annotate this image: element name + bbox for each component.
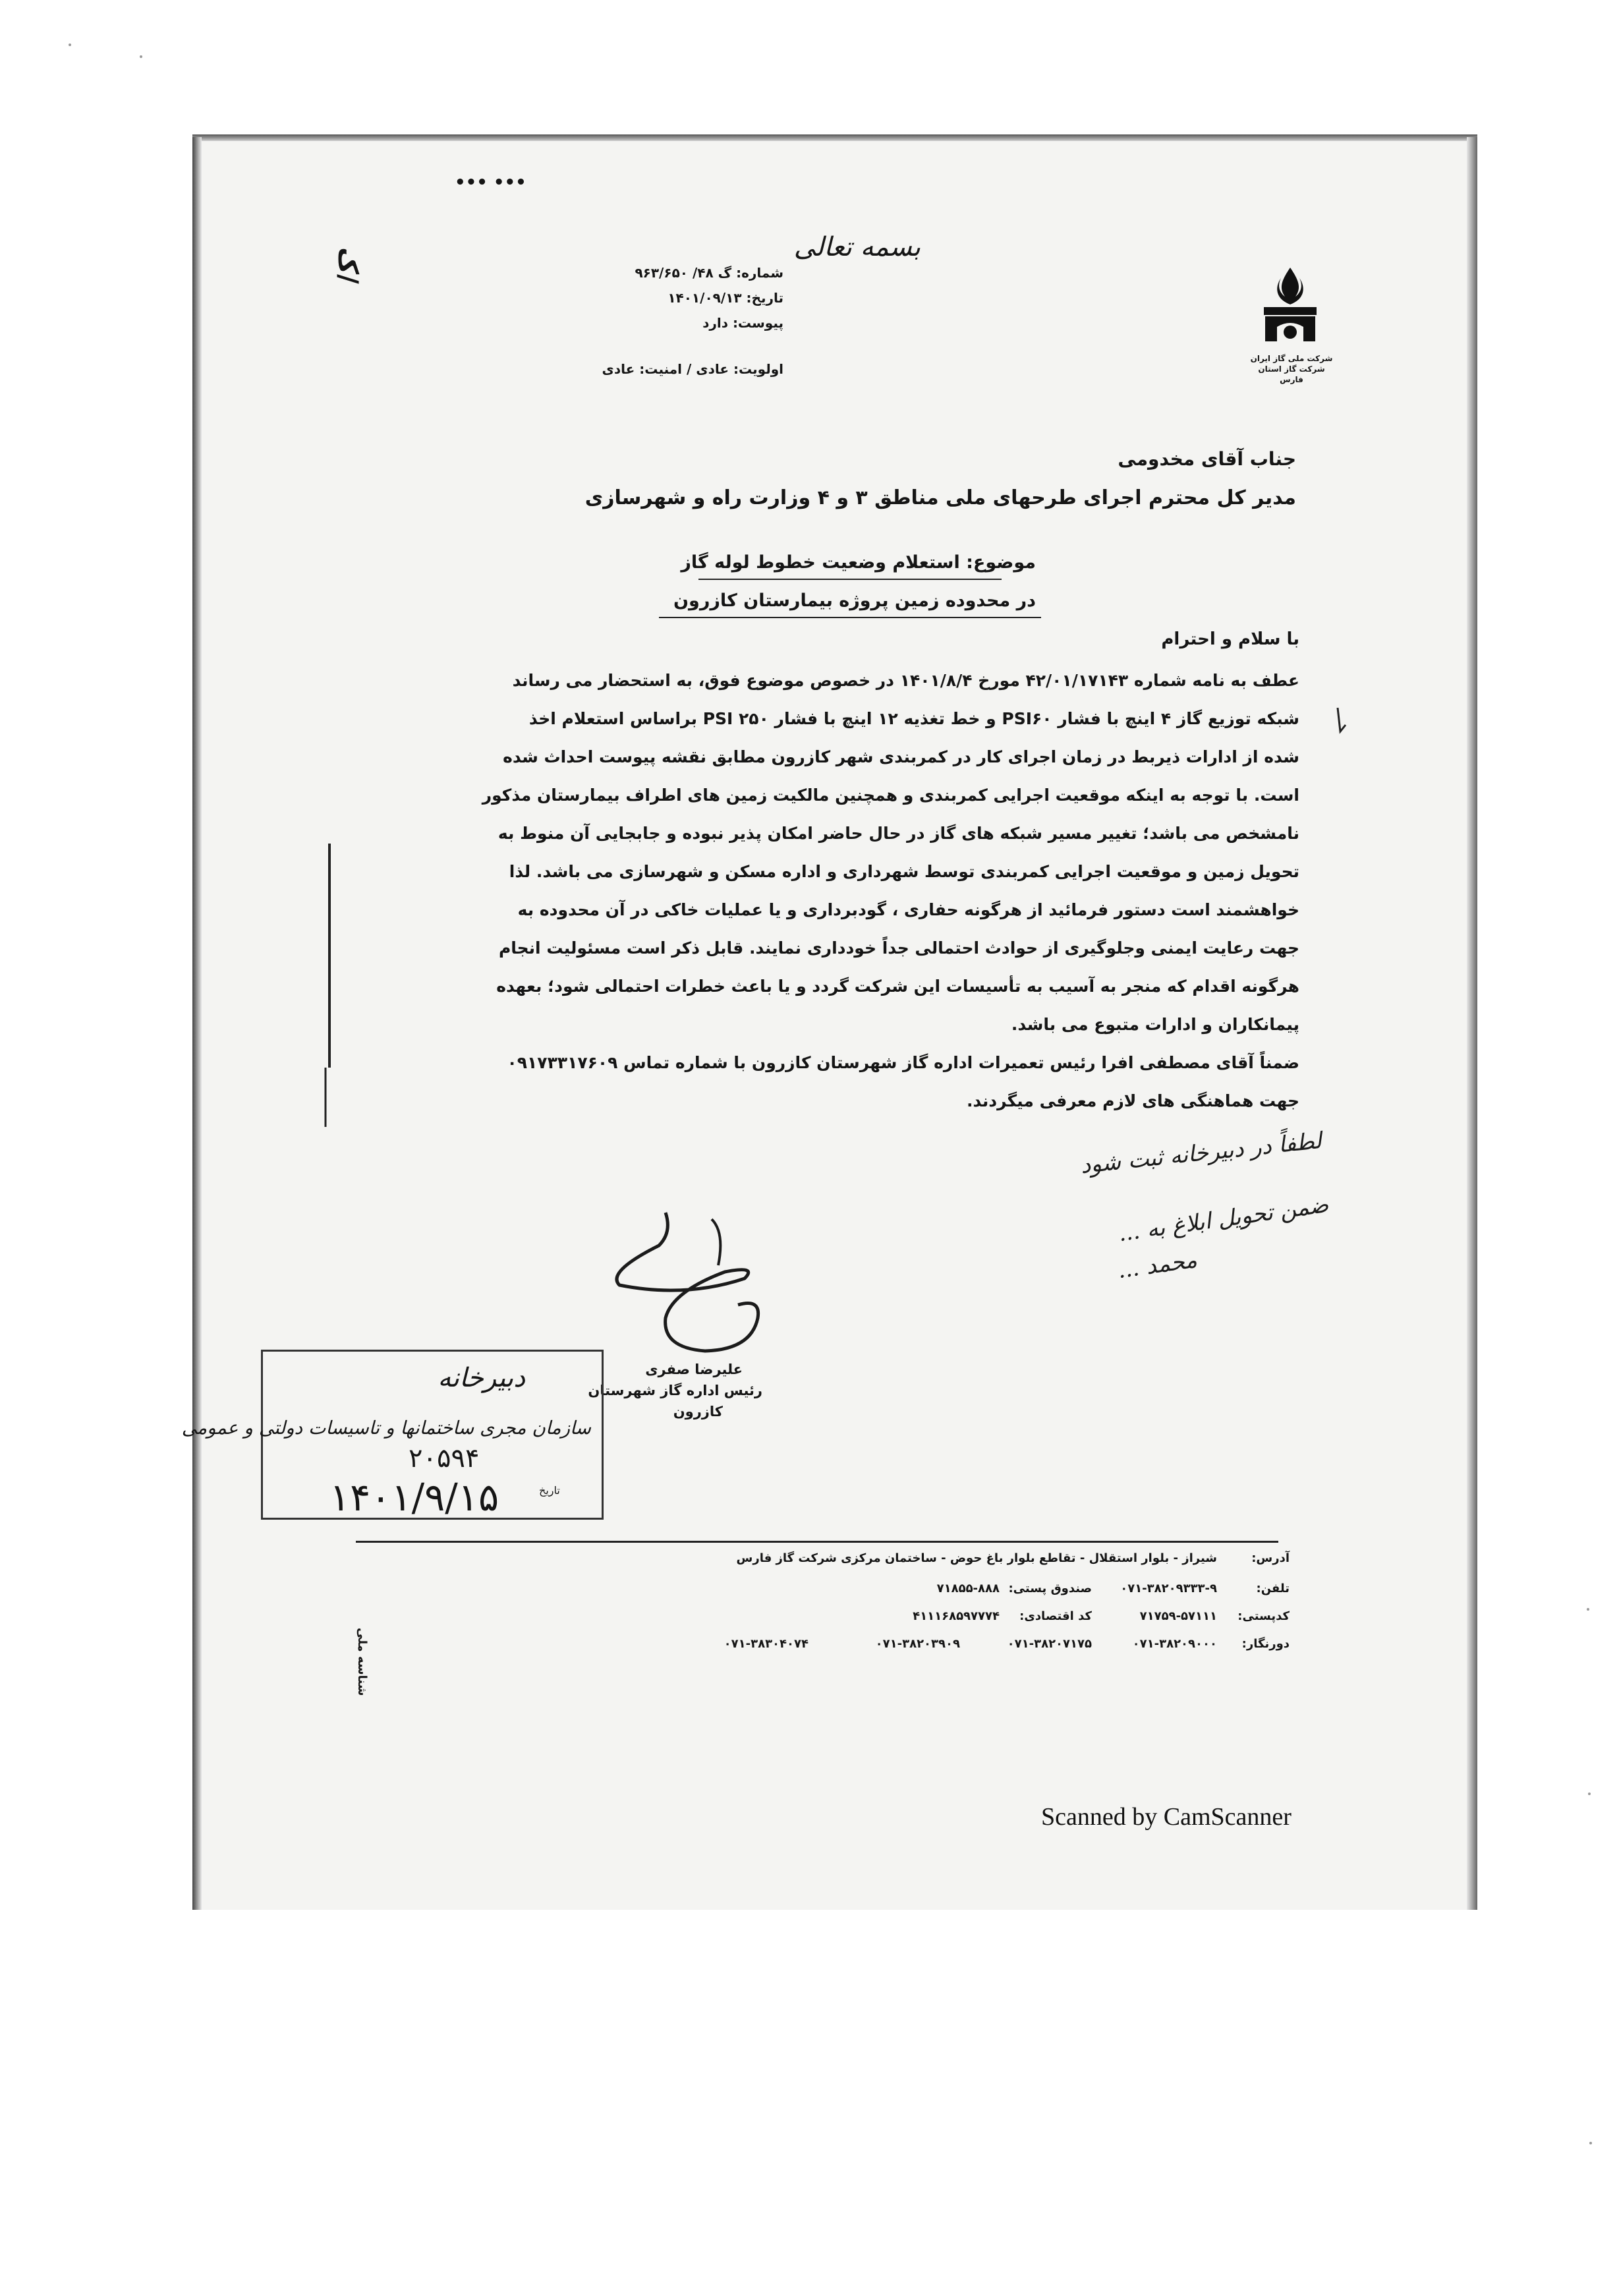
signatory-name: علیرضا صفری (645, 1362, 743, 1377)
fax-value-2: ۰۷۱-۳۸۲۰۷۱۷۵ (1007, 1637, 1092, 1651)
postal-value: ۷۱۷۵۹-۵۷۱۱۱ (1139, 1609, 1217, 1623)
subject-line-2: در محدوده زمین پروژه بیمارستان کازرون (673, 590, 1036, 611)
scan-speck (1587, 1608, 1589, 1611)
stamp-registration-number: ۲۰۵۹۴ (409, 1443, 480, 1474)
scan-speck (140, 55, 142, 58)
body-line: خواهشمند است دستور فرمائید از هرگونه حفاری ، گودبرداری و یا عملیات خاکی در آن محدوده به (517, 900, 1299, 919)
right-margin-mark (1331, 705, 1351, 738)
handwritten-note-line-1: لطفاً در دبیرخانه ثبت شود (1079, 1127, 1324, 1180)
handwritten-note-line-2: ضمن تحویل ابلاغ به ... (1116, 1191, 1330, 1248)
phone-label: تلفن: (1256, 1582, 1290, 1595)
stamp-title: دبیرخانه (438, 1363, 525, 1393)
page-edge-left (192, 137, 202, 1910)
phone-value: ۰۷۱-۳۸۲۰۹۳۳۳-۹ (1120, 1582, 1217, 1595)
basmala: بسمه تعالی (793, 232, 921, 262)
priority-security: اولویت: عادی / امنیت: عادی (602, 361, 783, 377)
letter-number: شماره: گ ۴۸/ ۹۶۳/۶۵۰ (635, 265, 783, 281)
fax-value-4: ۰۷۱-۳۸۳۰۴۰۷۴ (724, 1637, 809, 1651)
body-line: هرگونه اقدام که منجر به آسیب به تأسیسات این شرکت گردد و یا باعث خطرات احتمالی شود؛ بعهده (496, 977, 1299, 996)
margin-mark: ک/ (332, 247, 363, 284)
pobox-value: ۷۱۸۵۵-۸۸۸ (936, 1582, 1000, 1595)
body-line: جهت هماهنگی های لازم معرفی میگردند. (966, 1091, 1299, 1110)
body-line: عطف به نامه شماره ۴۲/۰۱/۱۷۱۴۳ مورخ ۱۴۰۱/۸/۴ در خصوص موضوع فوق، به استحضار می رساند (512, 671, 1299, 690)
stamp-date: ۱۴۰۱/۹/۱۵ (329, 1475, 499, 1520)
scan-speck (1589, 2142, 1592, 2144)
subject-line-1: موضوع: استعلام وضعیت خطوط لوله گاز (681, 552, 1036, 573)
fax-value-1: ۰۷۱-۳۸۲۰۹۰۰۰ (1132, 1637, 1217, 1651)
footer-rule (356, 1541, 1278, 1543)
econ-code-label: کد اقتصادی: (1019, 1609, 1092, 1623)
letter-date: تاریخ: ۱۴۰۱/۰۹/۱۳ (667, 290, 783, 306)
margin-pen-marks (310, 699, 349, 1147)
pobox-label: صندوق پستی: (1008, 1582, 1092, 1595)
handwritten-signature (593, 1206, 810, 1364)
gas-company-logo (1251, 264, 1330, 356)
scanner-watermark: Scanned by CamScanner (1041, 1803, 1292, 1831)
subject-underline-1 (698, 579, 1002, 580)
fax-value-3: ۰۷۱-۳۸۲۰۳۹۰۹ (875, 1637, 960, 1651)
page-edge-top (192, 134, 1477, 141)
signatory-city: کازرون (673, 1404, 723, 1420)
addressee-name: جناب آقای مخدومی (1118, 448, 1296, 470)
body-line: نامشخص می باشد؛ تغییر مسیر شبکه های گاز در حال حاضر امکان پذیر نبوده و جابجایی آن منوط به (497, 824, 1299, 843)
logo-caption: شرکت ملی گاز ایران شرکت گاز استان فارس (1250, 354, 1333, 384)
address-label: آدرس: (1251, 1551, 1290, 1565)
stamp-date-label: تاریخ (539, 1484, 560, 1497)
national-id-side-label: شناسه ملی (355, 1628, 369, 1696)
handwritten-note-line-3: محمد ... (1116, 1246, 1199, 1284)
econ-code-value: ۴۱۱۱۶۸۵۹۷۷۷۴ (913, 1609, 1000, 1623)
greeting: با سلام و احترام (1161, 629, 1299, 649)
body-line: تحویل زمین و موقعیت اجرایی کمربندی توسط شهرداری و اداره مسکن و شهرسازی می باشد. لذا (509, 862, 1299, 881)
fax-label: دورنگار: (1241, 1637, 1290, 1651)
body-line: جهت رعایت ایمنی وجلوگیری از حوادث احتمالی جداً خودداری نمایند. قابل ذکر است مسئولیت انجام (498, 938, 1299, 958)
body-line: شده از ادارات ذیربط در زمان اجرای کار در کمربندی شهر کازرون مطابق نقشه پیوست احداث شده (503, 747, 1299, 766)
signatory-title: رئیس اداره گاز شهرستان (588, 1383, 762, 1398)
subject-underline-2 (659, 617, 1041, 618)
corner-mark: ••• ••• (455, 173, 526, 192)
body-line: است. با توجه به اینکه موقعیت اجرایی کمربندی و همچنین مالکیت زمین های اطراف بیمارستان مذکور (482, 786, 1299, 805)
body-line: پیمانکاران و ادارات متبوع می باشد. (1011, 1015, 1299, 1034)
scan-speck (69, 43, 71, 46)
stamp-organization: سازمان مجری ساختمانها و تاسیسات دولتی و عمومی (181, 1417, 591, 1439)
page-edge-right (1467, 137, 1477, 1910)
addressee-title: مدیر کل محترم اجرای طرحهای ملی مناطق ۳ و ۴ وزارت راه و شهرسازی (584, 486, 1296, 509)
scan-speck (1588, 1793, 1591, 1795)
postal-label: کدپستی: (1237, 1609, 1290, 1623)
address-value: شیراز - بلوار استقلال - تقاطع بلوار باغ حوض - ساختمان مرکزی شرکت گاز فارس (736, 1551, 1217, 1565)
body-line: ضمناً آقای مصطفی افرا رئیس تعمیرات اداره گاز شهرستان کازرون با شماره تماس ۰۹۱۷۳۳۱۷۶۰۹ (507, 1053, 1299, 1072)
attachment-status: پیوست: دارد (702, 315, 783, 331)
body-line: شبکه توزیع گاز ۴ اینچ با فشار PSI۶۰ و خط تغذیه ۱۲ اینچ با فشار PSI ۲۵۰ براساس استعلام اخذ (528, 709, 1299, 728)
